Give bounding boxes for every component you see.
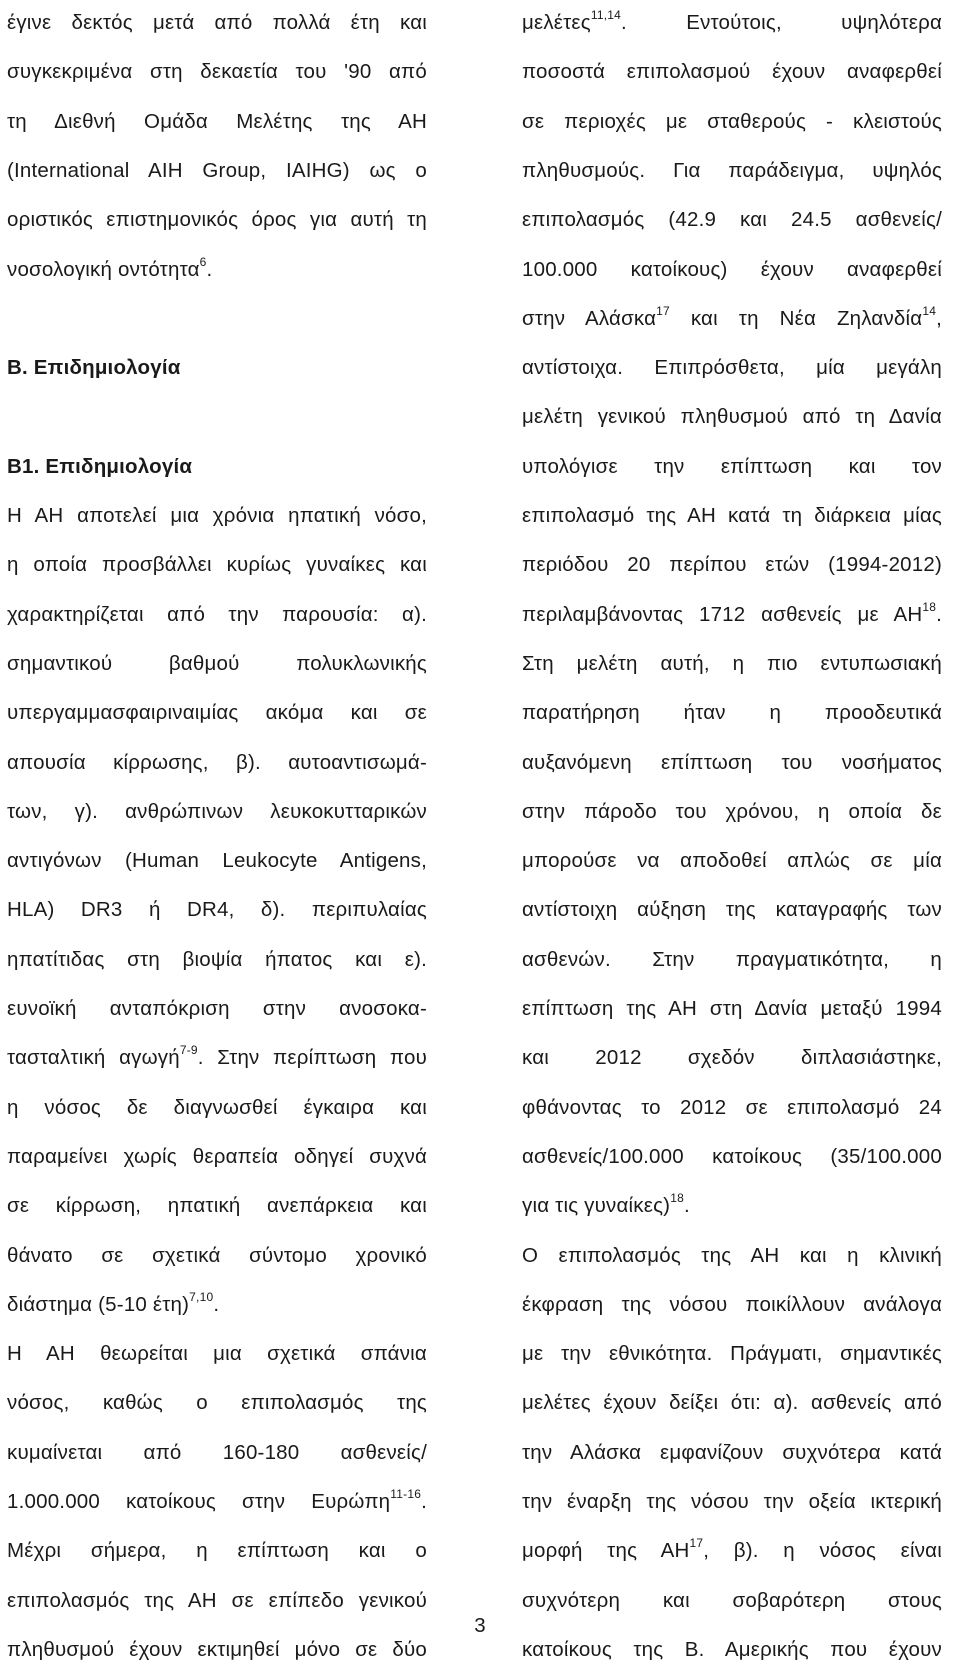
- text-line: [7, 1233, 427, 1279]
- line-text: η νόσος δε διαγνωσθεί έγκαιρα και: [7, 1095, 427, 1119]
- line-text: Η ΑΗ θεωρείται μια σχετικά σπάνια: [7, 1342, 427, 1366]
- line-text: και 2012 σχεδόν διπλασιάστηκε,: [522, 1046, 942, 1070]
- text-line: [522, 296, 942, 342]
- citation-superscript: 14: [922, 303, 937, 318]
- line-text: πληθυσμού έχουν εκτιμηθεί μόνο σε δύο: [7, 1637, 427, 1661]
- line-text: επίπτωση της ΑΗ στη Δανία μεταξύ 1994: [522, 997, 942, 1020]
- line-text: επιπολασμός (42.9 και 24.5 ασθενείς/: [522, 208, 942, 232]
- line-text: Μέχρι σήμερα, η επίπτωση και ο: [7, 1539, 427, 1563]
- text-line: [7, 247, 427, 293]
- text-line: [522, 444, 942, 490]
- line-text: αντίστοιχα. Επιπρόσθετα, μία μεγάλη: [522, 356, 942, 380]
- text-line: [522, 592, 942, 638]
- citation-superscript: 7,10: [189, 1289, 214, 1304]
- line-text: φθάνοντας το 2012 σε επιπολασμό 24: [522, 1095, 942, 1119]
- text-line: [522, 493, 942, 539]
- text-line: [522, 740, 942, 786]
- text-line: [522, 789, 942, 835]
- text-line: [522, 49, 942, 95]
- line-text: τασταλτική αγωγή: [7, 1046, 180, 1070]
- text-line: [522, 1528, 942, 1574]
- line-text: ασθενών. Στην πραγματικότητα, η: [522, 947, 942, 971]
- citation-superscript: 17: [689, 1536, 704, 1551]
- text-line: [7, 493, 427, 539]
- line-text: αυξανόμενη επίπτωση του νοσήματος: [522, 750, 942, 774]
- line-text: με την εθνικότητα. Πράγματι, σημαντικές: [522, 1342, 942, 1366]
- line-text: .: [206, 257, 213, 281]
- text-line: [7, 887, 427, 933]
- text-line: [7, 1331, 427, 1377]
- line-text: υπολόγισε την επίπτωση και τον: [522, 454, 942, 478]
- line-text: στην πάροδο του χρόνου, η οποία δε: [522, 799, 942, 823]
- section-heading: [7, 345, 427, 391]
- line-text: περιλαμβάνοντας 1712 ασθενείς με ΑΗ: [522, 602, 923, 626]
- citation-superscript: 18: [670, 1191, 684, 1206]
- line-text: κατοίκους της Β. Αμερικής που έχουν: [522, 1637, 942, 1661]
- line-text: Στη μελέτη αυτή, η πιο εντυπωσιακή: [522, 651, 942, 675]
- line-text: , β). η νόσος είναι: [703, 1539, 942, 1563]
- line-text: διάστημα (5-10 έτη): [7, 1292, 190, 1316]
- text-line: [522, 887, 942, 933]
- text-line: [7, 1035, 427, 1081]
- line-text: και τη Νέα Ζηλανδία: [669, 306, 923, 330]
- line-text: πληθυσμούς. Για παράδειγμα, υψηλός: [522, 158, 942, 182]
- citation-superscript: 17: [656, 303, 670, 318]
- text-line: [7, 740, 427, 786]
- text-line: [7, 49, 427, 95]
- line-text: Β1. Επιδημιολογία: [7, 454, 193, 478]
- line-text: περιόδου 20 περίπου ετών (1994-2012): [522, 553, 942, 577]
- line-text: κυμαίνεται από 160-180 ασθενείς/: [7, 1440, 427, 1464]
- line-text: μπορούσε να αποδοθεί απλώς σε μία: [522, 849, 942, 873]
- text-line: [7, 1085, 427, 1131]
- page-number: 3: [474, 1614, 486, 1637]
- line-text: υπεργαμμασφαιριναιμίας ακόμα και σε: [7, 701, 427, 725]
- text-line: [7, 542, 427, 588]
- line-text: 1.000.000 κατοίκους στην Ευρώπη: [7, 1490, 391, 1513]
- line-text: χαρακτηρίζεται από την παρουσία: α).: [7, 602, 427, 626]
- text-line: [7, 1183, 427, 1229]
- line-text: ηπατίτιδας στη βιοψία ήπατος και ε).: [7, 947, 427, 971]
- citation-superscript: 18: [922, 599, 937, 614]
- line-text: την Αλάσκα εμφανίζουν συχνότερα κατά: [522, 1440, 942, 1464]
- line-text: τη Διεθνή Ομάδα Μελέτης της ΑΗ: [7, 109, 427, 133]
- line-text: θάνατο σε σχετικά σύντομο χρονικό: [7, 1243, 427, 1267]
- line-text: . Στην περίπτωση που: [197, 1046, 427, 1070]
- citation-superscript: 7-9: [179, 1043, 198, 1058]
- citation-superscript: 6: [199, 254, 207, 269]
- text-line: [522, 197, 942, 243]
- text-line: [522, 394, 942, 440]
- text-line: [522, 148, 942, 194]
- line-text: HLA) DR3 ή DR4, δ). περιπυλαίας: [7, 898, 427, 922]
- line-text: συχνότερη και σοβαρότερη στους: [522, 1588, 942, 1612]
- text-line: [7, 1282, 427, 1328]
- line-text: των, γ). ανθρώπινων λευκοκυτταρικών: [7, 799, 427, 823]
- text-line: [522, 247, 942, 293]
- text-line: [522, 345, 942, 391]
- text-line: [522, 641, 942, 687]
- text-line: [522, 99, 942, 145]
- text-line: [7, 986, 427, 1032]
- line-text: .: [683, 1194, 690, 1218]
- text-line: [7, 99, 427, 145]
- text-line: [522, 1085, 942, 1131]
- text-line: [522, 1479, 942, 1525]
- text-line: [522, 986, 942, 1032]
- text-line: [522, 1134, 942, 1180]
- text-line: [522, 0, 942, 46]
- line-text: την έναρξη της νόσου την οξεία ικτερική: [522, 1490, 942, 1513]
- line-text: (International AIH Group, IAIHG) ως ο: [7, 158, 427, 182]
- line-text: Β. Επιδημιολογία: [7, 356, 181, 380]
- line-text: συγκεκριμένα στη δεκαετία του '90 από: [7, 60, 427, 84]
- citation-superscript: 11-16: [390, 1487, 422, 1501]
- text-line: [522, 937, 942, 983]
- text-line: [7, 838, 427, 884]
- line-text: . Εντούτοις, υψηλότερα: [621, 11, 942, 34]
- line-text: σε κίρρωση, ηπατική ανεπάρκεια και: [7, 1194, 427, 1218]
- line-text: επιπολασμός της ΑΗ σε επίπεδο γενικού: [7, 1588, 427, 1612]
- text-line: [522, 1183, 942, 1229]
- line-text: μελέτη γενικού πληθυσμού από τη Δανία: [522, 405, 942, 429]
- line-text: σημαντικού βαθμού πολυκλωνικής: [7, 651, 427, 675]
- section-heading: [7, 444, 427, 490]
- line-text: οριστικός επιστημονικός όρος για αυτή τη: [7, 208, 427, 232]
- line-text: η οποία προσβάλλει κυρίως γυναίκες και: [7, 553, 427, 577]
- line-text: επιπολασμό της ΑΗ κατά τη διάρκεια μίας: [522, 504, 942, 527]
- line-text: .: [213, 1292, 220, 1316]
- text-line: [522, 838, 942, 884]
- text-line: [7, 1528, 427, 1574]
- line-text: μελέτες έχουν δείξει ότι: α). ασθενείς από: [522, 1391, 942, 1415]
- line-text: έκφραση της νόσου ποικίλλουν ανάλογα: [522, 1292, 942, 1316]
- line-text: μελέτες: [522, 11, 591, 34]
- text-line: [522, 1282, 942, 1328]
- line-text: απουσία κίρρωσης, β). αυτοαντισωμά-: [7, 750, 427, 774]
- text-line: [7, 197, 427, 243]
- text-line: [7, 1134, 427, 1180]
- text-line: [522, 542, 942, 588]
- line-text: ευνοϊκή ανταπόκριση στην ανοσοκα-: [7, 997, 427, 1020]
- text-line: [522, 1233, 942, 1279]
- citation-superscript: 11,14: [590, 8, 621, 22]
- line-text: .: [936, 602, 942, 626]
- text-line: [522, 1380, 942, 1426]
- text-line: [522, 1331, 942, 1377]
- line-text: για τις γυναίκες): [522, 1194, 671, 1218]
- text-line: [522, 1035, 942, 1081]
- line-text: μορφή της ΑΗ: [522, 1539, 690, 1563]
- line-text: σε περιοχές με σταθερούς - κλειστούς: [522, 109, 942, 133]
- text-line: [7, 641, 427, 687]
- text-line: [7, 148, 427, 194]
- line-text: παρατήρηση ήταν η προοδευτικά: [522, 701, 942, 725]
- line-text: νοσολογική οντότητα: [7, 257, 200, 281]
- line-text: έγινε δεκτός μετά από πολλά έτη και: [7, 11, 427, 34]
- text-line: [7, 690, 427, 736]
- line-text: ,: [936, 306, 942, 330]
- text-line: [7, 592, 427, 638]
- line-text: Ο επιπολασμός της ΑΗ και η κλινική: [522, 1243, 942, 1267]
- line-text: νόσος, καθώς ο επιπολασμός της: [7, 1391, 427, 1415]
- text-line: [522, 690, 942, 736]
- line-text: ποσοστά επιπολασμού έχουν αναφερθεί: [522, 60, 942, 84]
- line-text: αντιγόνων (Human Leukocyte Antigens,: [7, 849, 427, 873]
- text-line: [522, 1430, 942, 1476]
- line-text: Η ΑΗ αποτελεί μια χρόνια ηπατική νόσο,: [7, 504, 427, 527]
- line-text: .: [421, 1490, 427, 1513]
- text-line: [7, 937, 427, 983]
- text-line: [7, 789, 427, 835]
- line-text: στην Αλάσκα: [522, 306, 657, 330]
- text-line: [7, 1430, 427, 1476]
- text-line: [7, 1380, 427, 1426]
- text-line: [7, 296, 427, 342]
- line-text: 100.000 κατοίκους) έχουν αναφερθεί: [522, 257, 942, 281]
- line-text: παραμείνει χωρίς θεραπεία οδηγεί συχνά: [7, 1144, 427, 1168]
- text-line: [7, 394, 427, 440]
- text-line: [7, 0, 427, 46]
- text-line: [7, 1479, 427, 1525]
- line-text: ασθενείς/100.000 κατοίκους (35/100.000: [522, 1144, 942, 1168]
- line-text: αντίστοιχη αύξηση της καταγραφής των: [522, 898, 942, 922]
